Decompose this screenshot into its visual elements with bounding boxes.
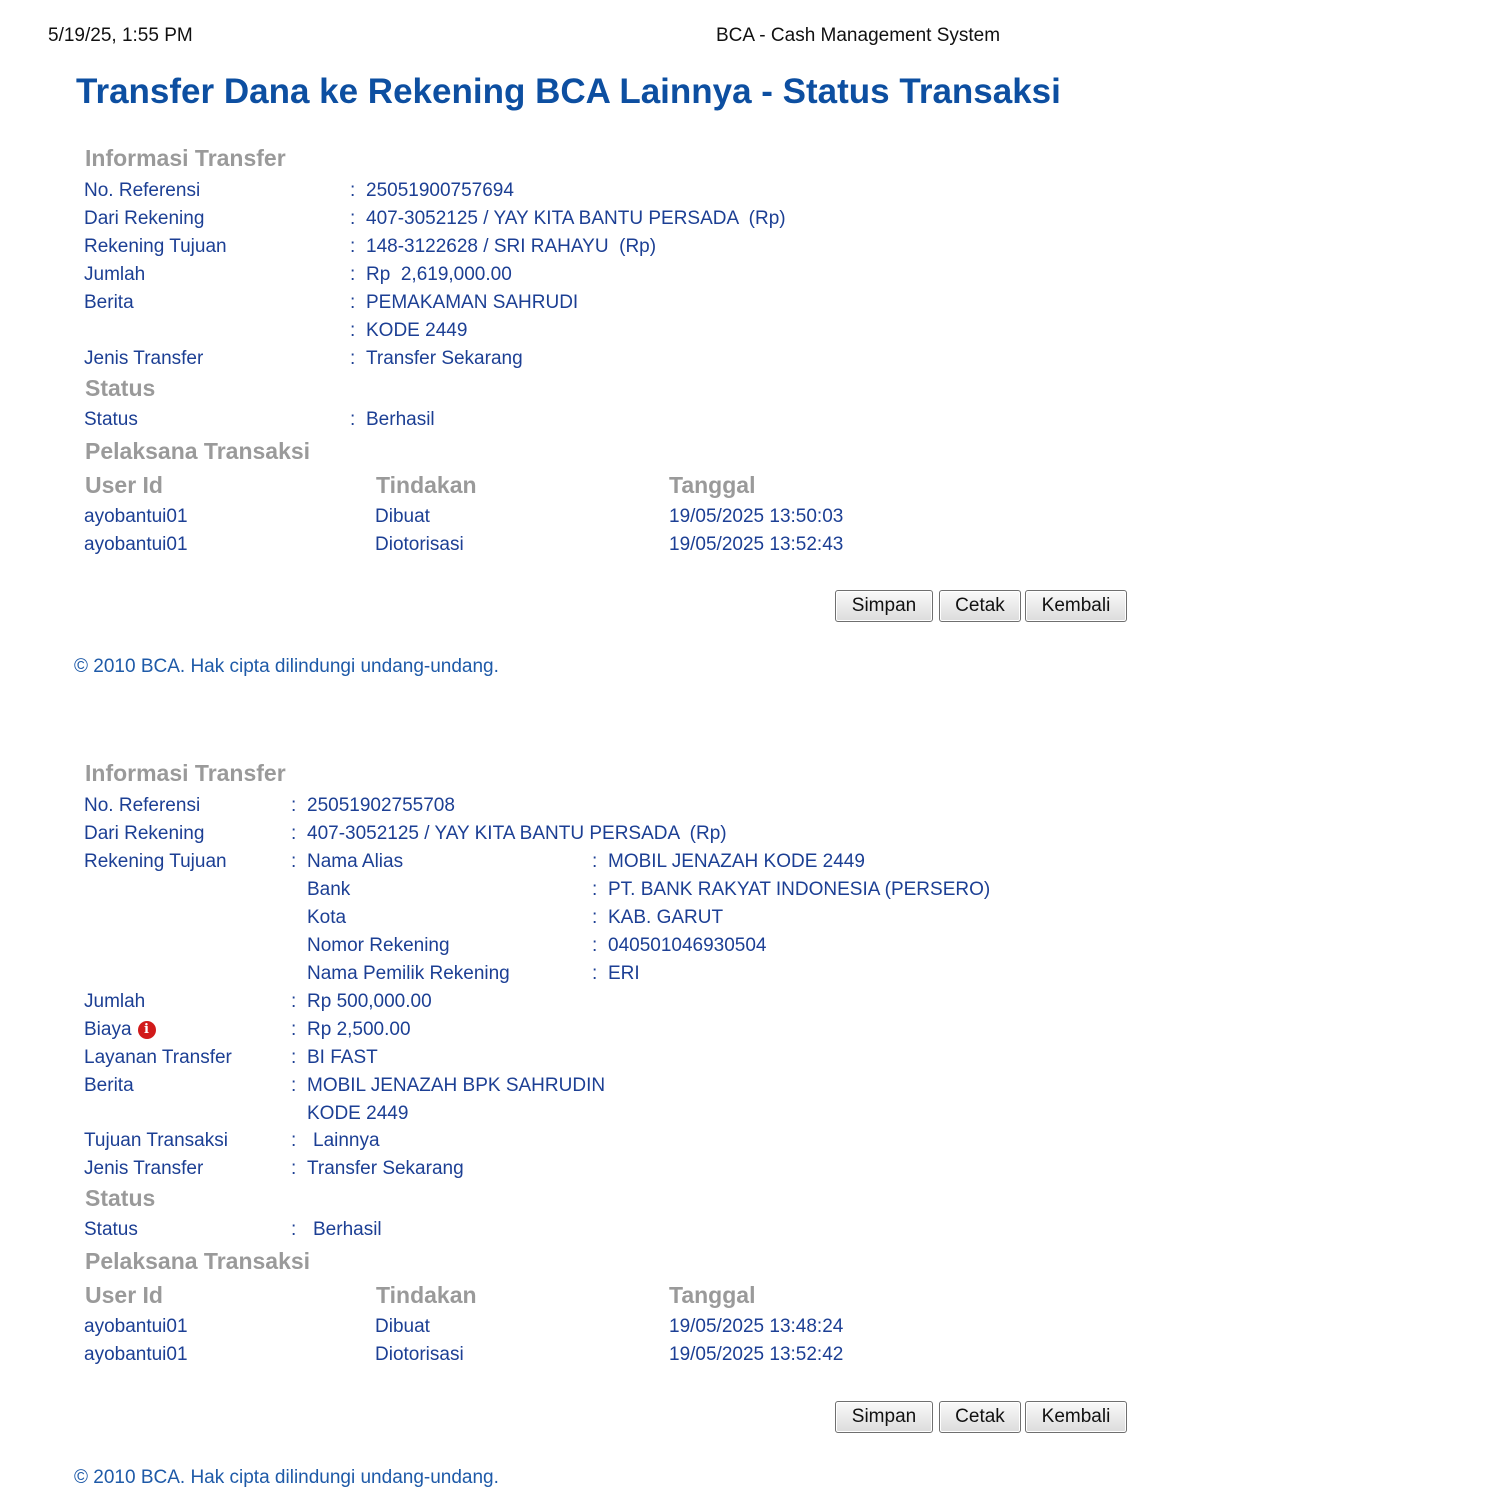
column-header-user-id: User Id: [85, 1282, 163, 1308]
value-no-referensi: 25051900757694: [366, 180, 514, 201]
kembali-button[interactable]: Kembali: [1025, 590, 1127, 622]
value-jenis-transfer: Transfer Sekarang: [366, 348, 523, 369]
colon: :: [350, 320, 356, 341]
colon: :: [350, 348, 356, 369]
value-biaya: Rp 2,500.00: [307, 1019, 411, 1040]
colon: :: [291, 823, 297, 844]
label-rekening-tujuan: Rekening Tujuan: [84, 236, 227, 257]
colon: :: [350, 409, 356, 430]
label-jumlah: Jumlah: [84, 991, 146, 1012]
value-jumlah: Rp 2,619,000.00: [366, 264, 512, 285]
simpan-button[interactable]: Simpan: [835, 1401, 933, 1433]
colon: :: [592, 935, 598, 956]
colon: :: [592, 851, 598, 872]
cetak-button[interactable]: Cetak: [939, 1401, 1021, 1433]
colon: :: [350, 292, 356, 313]
value-nomor-rekening: 040501046930504: [608, 935, 767, 956]
button-bar: [835, 1401, 1127, 1435]
value-dari-rekening: 407-3052125 / YAY KITA BANTU PERSADA (Rp): [366, 208, 786, 229]
label-no-referensi: No. Referensi: [84, 795, 201, 816]
value-nama-pemilik-rekening: ERI: [608, 963, 640, 984]
value-status: Berhasil: [366, 409, 435, 430]
colon: :: [291, 851, 297, 872]
label-status: Status: [84, 409, 138, 430]
value-bank: PT. BANK RAKYAT INDONESIA (PERSERO): [608, 879, 991, 900]
value-kota: KAB. GARUT: [608, 907, 724, 928]
value-nama-alias: MOBIL JENAZAH KODE 2449: [608, 851, 865, 872]
column-header-tindakan: Tindakan: [376, 472, 477, 498]
copyright-footer: © 2010 BCA. Hak cipta dilindungi undang-undang.: [74, 656, 499, 677]
section-pelaksana-transaksi: Pelaksana Transaksi: [85, 438, 311, 464]
simpan-button[interactable]: Simpan: [835, 590, 933, 622]
colon: :: [291, 1047, 297, 1068]
cell-user-id: ayobantui01: [84, 1344, 188, 1365]
label-nama-pemilik-rekening: Nama Pemilik Rekening: [307, 963, 510, 984]
label-dari-rekening: Dari Rekening: [84, 823, 205, 844]
section-status: Status: [85, 375, 156, 401]
section-informasi-transfer: Informasi Transfer: [85, 760, 286, 786]
colon: :: [350, 208, 356, 229]
label-dari-rekening: Dari Rekening: [84, 208, 205, 229]
value-no-referensi: 25051902755708: [307, 795, 455, 816]
colon: :: [291, 1075, 297, 1096]
colon: :: [291, 1019, 297, 1040]
column-header-tindakan: Tindakan: [376, 1282, 477, 1308]
label-nama-alias: Nama Alias: [307, 851, 404, 872]
colon: :: [291, 1219, 297, 1240]
cell-tanggal: 19/05/2025 13:48:24: [669, 1316, 844, 1337]
value-jenis-transfer: Transfer Sekarang: [307, 1158, 464, 1179]
value-layanan-transfer: BI FAST: [307, 1047, 378, 1068]
colon: :: [291, 1158, 297, 1179]
colon: :: [592, 879, 598, 900]
value-berita-line-2: KODE 2449: [307, 1103, 409, 1124]
colon: :: [592, 907, 598, 928]
cell-tindakan: Dibuat: [375, 506, 430, 527]
print-page-title: BCA - Cash Management System: [716, 25, 1001, 46]
copyright-footer: © 2010 BCA. Hak cipta dilindungi undang-undang.: [74, 1467, 499, 1488]
section-pelaksana-transaksi: Pelaksana Transaksi: [85, 1248, 311, 1274]
section-status: Status: [85, 1185, 156, 1211]
cell-tindakan: Diotorisasi: [375, 534, 464, 555]
value-berita-line-2: KODE 2449: [366, 320, 468, 341]
value-status: Berhasil: [313, 1219, 382, 1240]
column-header-tanggal: Tanggal: [669, 472, 756, 498]
label-biaya: [84, 1019, 156, 1041]
section-informasi-transfer: Informasi Transfer: [85, 145, 286, 171]
colon: :: [291, 1130, 297, 1151]
colon: :: [291, 795, 297, 816]
label-jenis-transfer: Jenis Transfer: [84, 348, 204, 369]
label-jumlah: Jumlah: [84, 264, 146, 285]
label-no-referensi: No. Referensi: [84, 180, 201, 201]
column-header-tanggal: Tanggal: [669, 1282, 756, 1308]
label-nomor-rekening: Nomor Rekening: [307, 935, 450, 956]
cell-tindakan: Diotorisasi: [375, 1344, 464, 1365]
colon: :: [350, 236, 356, 257]
cell-tanggal: 19/05/2025 13:52:43: [669, 534, 844, 555]
value-tujuan-transaksi: Lainnya: [313, 1130, 380, 1151]
value-rekening-tujuan: 148-3122628 / SRI RAHAYU (Rp): [366, 236, 657, 257]
cell-user-id: ayobantui01: [84, 534, 188, 555]
cell-tanggal: 19/05/2025 13:52:42: [669, 1344, 844, 1365]
colon: :: [291, 991, 297, 1012]
cell-user-id: ayobantui01: [84, 506, 188, 527]
label-rekening-tujuan: Rekening Tujuan: [84, 851, 227, 872]
label-berita: Berita: [84, 292, 134, 313]
value-jumlah: Rp 500,000.00: [307, 991, 432, 1012]
label-bank: Bank: [307, 879, 351, 900]
cell-tindakan: Dibuat: [375, 1316, 430, 1337]
label-berita: Berita: [84, 1075, 134, 1096]
colon: :: [592, 963, 598, 984]
label-tujuan-transaksi: Tujuan Transaksi: [84, 1130, 228, 1151]
label-jenis-transfer: Jenis Transfer: [84, 1158, 204, 1179]
button-bar: [835, 590, 1127, 624]
label-layanan-transfer: Layanan Transfer: [84, 1047, 232, 1068]
column-header-user-id: User Id: [85, 472, 163, 498]
colon: :: [350, 180, 356, 201]
label-status: Status: [84, 1219, 138, 1240]
label-biaya-text: Biaya: [84, 1019, 132, 1040]
info-icon[interactable]: i: [138, 1021, 156, 1039]
cell-tanggal: 19/05/2025 13:50:03: [669, 506, 844, 527]
value-dari-rekening: 407-3052125 / YAY KITA BANTU PERSADA (Rp): [307, 823, 727, 844]
page-title: Transfer Dana ke Rekening BCA Lainnya - Status Transaksi: [76, 72, 1061, 111]
colon: :: [350, 264, 356, 285]
value-berita-line-1: PEMAKAMAN SAHRUDI: [366, 292, 579, 313]
kembali-button[interactable]: Kembali: [1025, 1401, 1127, 1433]
value-berita-line-1: MOBIL JENAZAH BPK SAHRUDIN: [307, 1075, 606, 1096]
cell-user-id: ayobantui01: [84, 1316, 188, 1337]
print-datetime: 5/19/25, 1:55 PM: [48, 25, 193, 46]
label-kota: Kota: [307, 907, 347, 928]
cetak-button[interactable]: Cetak: [939, 590, 1021, 622]
